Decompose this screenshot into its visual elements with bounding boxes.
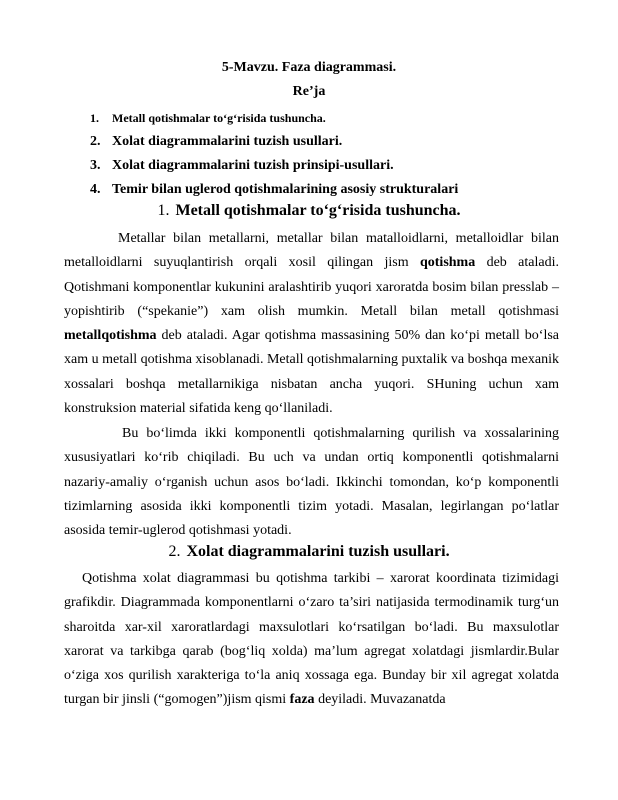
paragraph-text: deyiladi. Muvazanatda — [314, 692, 446, 708]
plan-item — [90, 106, 590, 130]
paragraph-text: Qotishma xolat diagrammasi bu qotishma tarkibi – xarorat koordinata tizimidagi grafikdir. Diagrammada komponentlarni o‘zaro ta’siri natijasida termodinamik turg‘un sharoitda xar-xil xaroratlardagi maxsulotlari ko‘rsatilgan bo‘ladi. Bu maxsulotlar xarorat va tarkibga qarab (bog‘liq xolda) ma’lum agregat xolatdagi jismlardir.Bular o‘ziga xos qurilish xarakteriga to‘la aniq xossaga ega. Bunday bir xil agregat xolatda turgan bir jinsli (“gomogen”)jism qismi — [64, 571, 559, 708]
plan-item-number: 4. — [90, 182, 101, 197]
paragraph-text: deb ataladi. Agar qotishma massasining 50% dan ko‘pi metall bo‘lsa xam u metall qotishma xisoblanadi. Metall qotishmalarning puxtalik va boshqa mexanik xossalari boshqa metallarnikiga nisbatan ancha yuqori. SHuning uchun xam konstruksion material sifatida keng qo‘llaniladi. — [64, 328, 559, 417]
plan-item-number: 1. — [90, 111, 99, 125]
plan-item — [90, 154, 590, 178]
plan-item — [90, 130, 590, 154]
section-1-number: 1. — [157, 202, 170, 219]
plan-item-text: Temir bilan uglerod qotishmalarining asosiy strukturalari — [112, 182, 459, 197]
term-metallqotishma: metallqotishma — [64, 328, 157, 344]
section-1-heading — [0, 202, 618, 220]
plan-item-text: Metall qotishmalar to‘g‘risida tushuncha. — [112, 111, 326, 125]
plan-heading: Re’ja — [292, 84, 326, 99]
plan-item-text: Xolat diagrammalarini tuzish usullari. — [112, 134, 343, 149]
term-qotishma: qotishma — [419, 255, 476, 271]
term-faza: faza — [289, 692, 315, 708]
section-2-title: Xolat diagrammalarini tuzish usullari. — [186, 543, 450, 560]
section-1-paragraph-1 — [64, 227, 559, 421]
plan-list — [90, 106, 590, 202]
plan-item-number: 2. — [90, 134, 101, 149]
paragraph-text: deb ataladi. Qotishmani komponentlar kukunini aralashtirib yuqori xaroratda bosim bilan presslab – yopishtirib (“spekanie”) xam olish mumkin. Metall bilan metall qotishmasi — [64, 255, 559, 319]
plan-item — [90, 178, 590, 202]
section-2-paragraph-1 — [64, 567, 559, 713]
section-1-paragraph-2: Bu bo‘limda ikki komponentli qotishmalarning qurilish va xossalarining xususiyatlari ko‘rib chiqiladi. Bu uch va undan ortiq komponentli qotishmalarni nazariy-amaliy o‘rganish uchun asos bo‘ladi. Ikkinchi tomondan, ko‘p komponentli tizimlarning asosida ikki komponentli tizim yotadi. Masalan, legirlangan po‘latlar asosida temir-uglerod qotishmasi yotadi. — [64, 426, 559, 539]
page-title: 5-Mavzu. Faza diagrammasi. — [221, 60, 397, 75]
section-2-number: 2. — [168, 543, 181, 560]
section-1-title: Metall qotishmalar to‘g‘risida tushuncha. — [175, 202, 461, 219]
section-2-heading — [0, 543, 618, 561]
plan-item-text: Xolat diagrammalarini tuzish prinsipi-usullari. — [112, 158, 394, 173]
paragraph-text: Metallar bilan metallarni, metallar bilan matalloidlarni, metalloidlar bilan metalloidlarni suyuqlantirish orqali xosil qilingan jism — [64, 231, 559, 271]
plan-item-number: 3. — [90, 158, 101, 173]
